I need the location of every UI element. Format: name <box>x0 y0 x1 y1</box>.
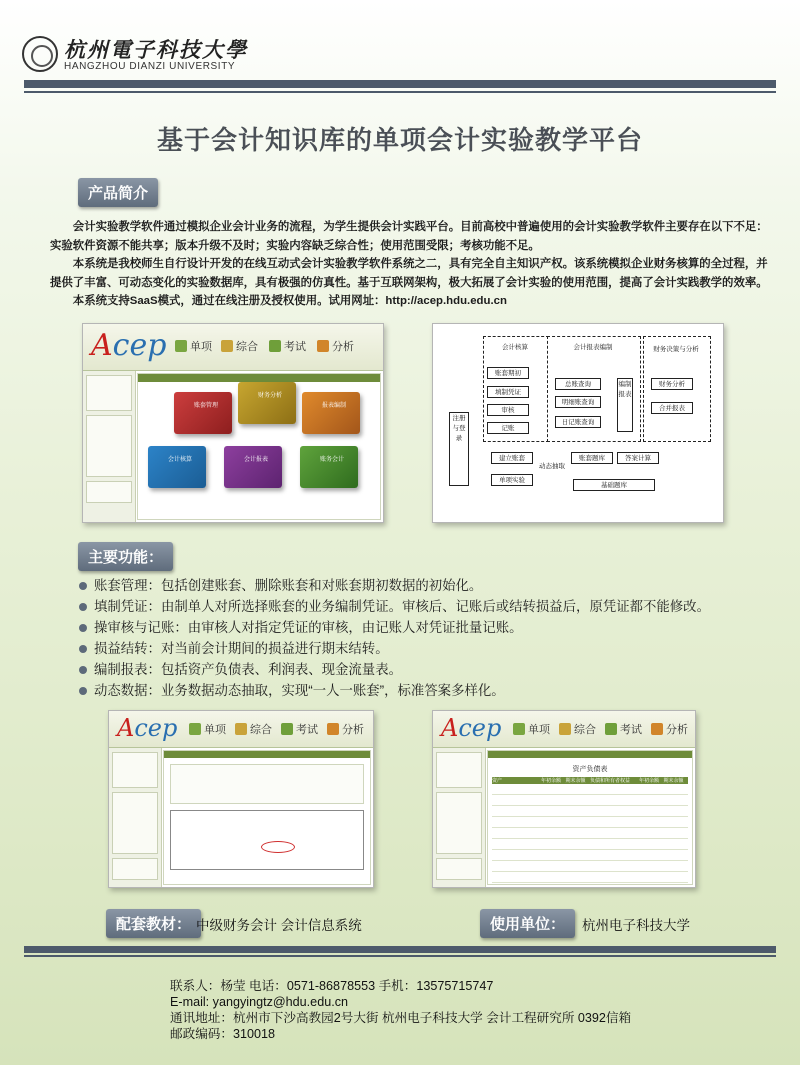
intro-paragraph: 提供了丰富、可动态变化的实验数据库，具有极强的仿真性。基于互联网架构，极大拓展了会计实验的使用范围，提高了会计实践教学的效率。 <box>50 276 768 289</box>
university-logo-icon <box>22 36 58 72</box>
intro-paragraph: 实验软件资源不能共享；版本升级不及时；实验内容缺乏综合性；使用范围受限；考核功能不足。 <box>50 239 540 252</box>
screenshot-balance-sheet <box>432 710 696 888</box>
university-name-cn: 杭州電子科技大學 <box>64 37 248 62</box>
contact-address: 通讯地址：杭州市下沙高教园2号大街 杭州电子科技大学 会计工程研究所 0392信箱 <box>170 1011 632 1025</box>
tile-reports[interactable]: 会计报表 <box>224 446 282 488</box>
page-title: 基于会计知识库的单项会计实验教学平台 <box>156 125 643 155</box>
diagram-box: 日记账查询 <box>555 416 601 428</box>
nav-item-comprehensive[interactable]: 综合 <box>559 721 596 737</box>
contact-postcode: 邮政编码：310018 <box>170 1027 275 1041</box>
tile-bookkeeping[interactable]: 账务会计 <box>300 446 358 488</box>
tile-account-set[interactable]: 账套管理 <box>174 392 232 434</box>
tile-financial-analysis[interactable]: 财务分析 <box>238 382 296 424</box>
materials-label: 配套教材： <box>106 909 201 938</box>
nav-item-single[interactable]: 单项 <box>189 721 226 737</box>
content-panel <box>163 750 371 885</box>
diagram-label: 动态抽取 <box>539 462 565 470</box>
footer-divider-thin <box>24 955 776 957</box>
nav-item-exam[interactable]: 考试 <box>269 338 306 354</box>
sheet-rows <box>492 784 688 883</box>
diagram-box: 总账查询 <box>555 378 601 390</box>
diagram-label: 财务决策与分析 <box>649 344 703 364</box>
nav-item-exam[interactable]: 考试 <box>605 721 642 737</box>
sidebar <box>109 748 162 887</box>
tile-report-compile[interactable]: 报表编制 <box>302 392 360 434</box>
diagram-box: 编制报表 <box>617 378 633 432</box>
feature-item: 填制凭证：由制单人对所选择账套的业务编制凭证。审核后、记账后或结转损益后，原凭证都不能修改。 <box>78 596 778 617</box>
sheet-header-row: 资产 年初余额 期末余额 负债和所有者权益 年初余额 期末余额 <box>492 777 688 784</box>
diagram-box: 记账 <box>487 422 529 434</box>
diagram-box: 填制凭证 <box>487 386 529 398</box>
feature-item: 操审核与记账：由审核人对指定凭证的审核，由记账人对凭证批量记账。 <box>78 617 778 638</box>
intro-paragraph: 本系统支持SaaS模式，通过在线注册及授权使用。试用网址：http://acep.hdu.edu.cn <box>72 295 507 307</box>
features-label: 主要功能： <box>78 542 173 571</box>
users-value: 杭州电子科技大学 <box>582 918 690 933</box>
nav-item-comprehensive[interactable]: 综合 <box>235 721 272 737</box>
diagram-box: 账套期初 <box>487 367 529 379</box>
nav-item-analysis[interactable]: 分析 <box>317 338 354 354</box>
diagram-box: 审核 <box>487 404 529 416</box>
sidebar <box>83 371 136 522</box>
materials-value: 中级财务会计 会计信息系统 <box>196 918 362 933</box>
content-panel <box>487 750 693 885</box>
header-divider <box>24 80 776 88</box>
screenshot-voucher <box>108 710 374 888</box>
diagram-box: 合并报表 <box>651 402 693 414</box>
intro-label: 产品简介 <box>78 178 158 207</box>
sheet-title: 资产负债表 <box>572 766 608 773</box>
content-panel <box>137 373 381 520</box>
contact-person: 联系人：杨莹 电话：0571-86878553 手机：13575715747 <box>170 979 494 993</box>
intro-paragraph: 本系统是我校师生自行设计开发的在线互动式会计实验教学软件系统之二，具有完全自主知识产权。该系统模拟企业财务核算的全过程，并 <box>72 258 768 270</box>
contact-email: E-mail: yangyingtz@hdu.edu.cn <box>170 995 348 1009</box>
university-name-en: HANGZHOU DIANZI UNIVERSITY <box>64 61 236 72</box>
nav-item-single[interactable]: 单项 <box>175 338 212 354</box>
screenshot-home <box>82 323 384 523</box>
feature-item: 账套管理：包括创建账套、删除账套和对账套期初数据的初始化。 <box>78 575 778 596</box>
nav-item-exam[interactable]: 考试 <box>281 721 318 737</box>
nav-item-single[interactable]: 单项 <box>513 721 550 737</box>
users-label: 使用单位： <box>480 909 575 938</box>
nav-item-analysis[interactable]: 分析 <box>327 721 364 737</box>
feature-item: 损益结转：对当前会计期间的损益进行期末结转。 <box>78 638 778 659</box>
diagram-box: 账套题库 <box>571 452 613 464</box>
nav-item-analysis[interactable]: 分析 <box>651 721 688 737</box>
sidebar <box>433 748 486 887</box>
content-titlebar <box>138 374 380 382</box>
diagram-label: 会计核算 <box>491 342 539 352</box>
diagram-label: 会计报表编制 <box>563 342 623 362</box>
diagram-box: 基础题库 <box>573 479 655 491</box>
acep-header <box>433 711 695 748</box>
diagram-box: 财务分析 <box>651 378 693 390</box>
feature-item: 动态数据：业务数据动态抽取，实现“一人一账套”，标准答案多样化。 <box>78 680 778 701</box>
header-divider-thin <box>24 91 776 93</box>
diagram-box: 建立账套 <box>491 452 533 464</box>
diagram-box: 注册与登录 <box>449 412 469 486</box>
nav-item-comprehensive[interactable]: 综合 <box>221 338 258 354</box>
screenshot-flow-diagram <box>432 323 724 523</box>
feature-item: 编制报表：包括资产负债表、利润表、现金流量表。 <box>78 659 778 680</box>
acep-logo: Acep <box>441 714 502 742</box>
diagram-box: 答案计算 <box>617 452 659 464</box>
acep-logo: Acep <box>91 328 167 363</box>
acep-header <box>83 324 383 371</box>
features-list <box>78 575 778 701</box>
contact-block <box>170 978 631 1042</box>
diagram-box: 明细账查询 <box>555 396 601 408</box>
tile-accounting[interactable]: 会计核算 <box>148 446 206 488</box>
acep-header <box>109 711 373 748</box>
footer-divider <box>24 946 776 953</box>
intro-text <box>50 218 770 311</box>
diagram-box: 单项实验 <box>491 474 533 486</box>
acep-logo: Acep <box>117 714 178 742</box>
intro-paragraph: 会计实验教学软件通过模拟企业会计业务的流程，为学生提供会计实践平台。目前高校中普遍使用的会计实验教学软件主要存在以下不足： <box>72 221 768 233</box>
